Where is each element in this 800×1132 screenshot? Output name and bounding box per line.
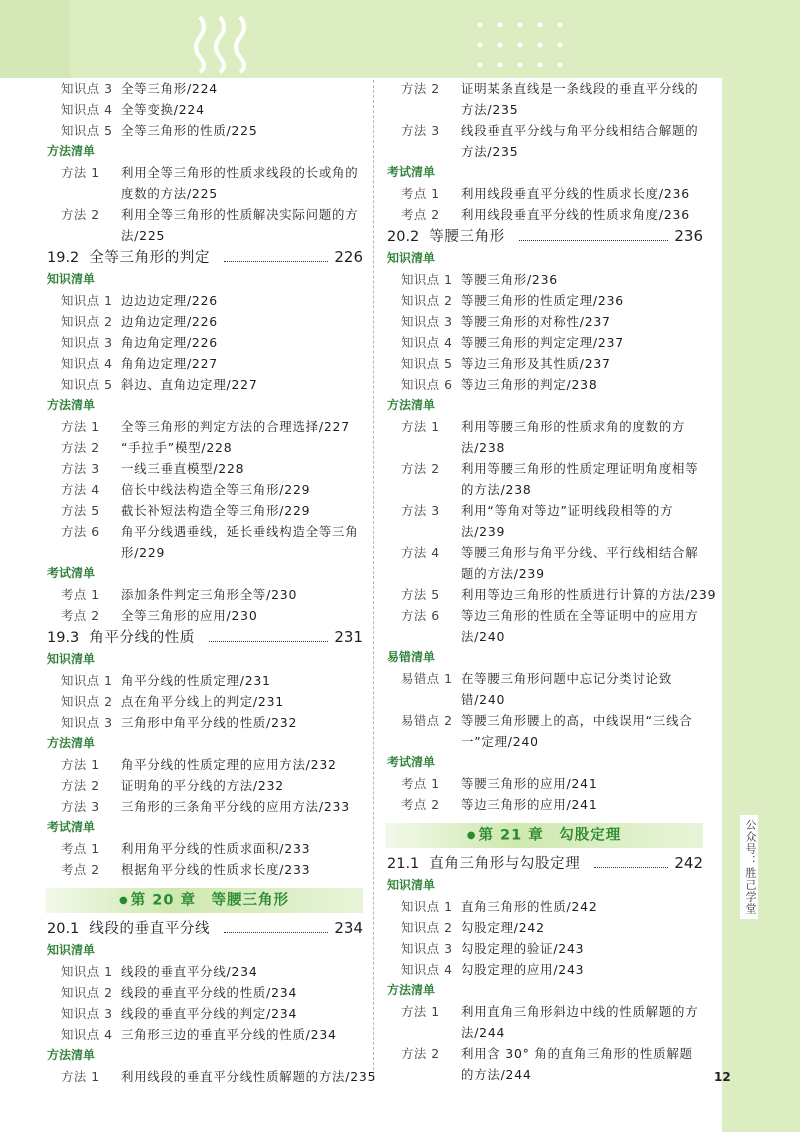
entry-label: 方法 4: [61, 482, 100, 497]
dot-leader: [594, 867, 668, 868]
entry-text: 线段垂直平分线与角平分线相结合解题的方法/235: [461, 123, 699, 159]
right-margin-band: [722, 78, 800, 1132]
entry-label: 考点 2: [401, 797, 440, 812]
toc-entry[interactable]: [385, 458, 703, 500]
toc-entry[interactable]: [45, 1066, 377, 1087]
entry-text: 倍长中线法构造全等三角形/229: [121, 482, 311, 497]
toc-entry[interactable]: [45, 78, 363, 99]
entry-label: 方法 3: [401, 123, 440, 138]
category-heading: 方法清单: [47, 736, 96, 750]
entry-label: 知识点 4: [61, 356, 113, 371]
entry-label: 考点 2: [61, 862, 100, 877]
entry-label: 方法 3: [401, 503, 440, 518]
category-heading: 知识清单: [47, 652, 96, 666]
section-title: 全等三角形的判定: [89, 250, 211, 266]
entry-text: 等边三角形的判定/238: [461, 377, 598, 392]
entry-label: 方法 2: [61, 778, 100, 793]
entry-label: 知识点 2: [61, 985, 113, 1000]
entry-text: 利用含 30° 角的直角三角形的性质解题的方法/244: [461, 1046, 693, 1082]
entry-text: 角角边定理/227: [121, 356, 218, 371]
entry-label: 方法 5: [401, 587, 440, 602]
entry-text: 斜边、直角边定理/227: [121, 377, 258, 392]
side-label: 公众号：胜己学堂: [740, 815, 758, 919]
entry-label: 方法 6: [401, 608, 440, 623]
toc-entry[interactable]: [385, 710, 703, 752]
dot-leader: [519, 240, 669, 241]
category-heading: 知识清单: [387, 878, 436, 892]
section-title: 线段的垂直平分线: [89, 921, 211, 937]
entry-text: 等腰三角形的判定定理/237: [461, 335, 624, 350]
section-title: 等腰三角形: [429, 229, 505, 245]
entry-label: 方法 5: [61, 503, 100, 518]
category-heading: 知识清单: [47, 943, 96, 957]
toc-entry[interactable]: [385, 290, 703, 311]
section-title: 角平分线的性质: [89, 630, 195, 646]
entry-text: 勾股定理的验证/243: [461, 941, 585, 956]
category-heading: 考试清单: [387, 755, 436, 769]
section-number: 20.2: [387, 229, 420, 245]
wave-decoration: [190, 12, 270, 74]
toc-left-column: [45, 78, 377, 1087]
entry-label: 方法 3: [61, 461, 100, 476]
toc-entry[interactable]: [45, 458, 363, 479]
bullet-icon: ●: [466, 830, 477, 841]
entry-text: 角平分线遇垂线，延长垂线构造全等三角形/229: [121, 524, 359, 560]
toc-entry[interactable]: [45, 1024, 363, 1045]
entry-text: 利用线段垂直平分线的性质求角度/236: [461, 207, 690, 222]
entry-text: 全等三角形/224: [121, 81, 218, 96]
entry-label: 方法 2: [401, 461, 440, 476]
section-heading[interactable]: [45, 626, 363, 649]
entry-label: 知识点 3: [61, 81, 113, 96]
header-decoration: [0, 0, 800, 78]
toc-entry[interactable]: [45, 500, 363, 521]
entry-label: 考点 2: [61, 608, 100, 623]
entry-text: 利用等腰三角形的性质定理证明角度相等的方法/238: [461, 461, 699, 497]
entry-text: 等腰三角形的性质定理/236: [461, 293, 624, 308]
toc-entry[interactable]: [385, 269, 703, 290]
toc-entry[interactable]: [385, 1043, 703, 1085]
dots-decoration: [475, 20, 585, 75]
entry-text: 证明角的平分线的方法/232: [121, 778, 284, 793]
entry-label: 方法 2: [61, 440, 100, 455]
entry-text: 利用全等三角形的性质解决实际问题的方法/225: [121, 207, 359, 243]
section-page: 236: [674, 227, 703, 245]
entry-label: 考点 1: [61, 587, 100, 602]
toc-entry[interactable]: [385, 773, 703, 794]
entry-label: 知识点 1: [401, 899, 453, 914]
bullet-icon: ●: [118, 895, 129, 906]
chapter-banner[interactable]: [385, 823, 703, 848]
toc-entry[interactable]: [385, 416, 703, 458]
entry-label: 方法 1: [401, 1004, 440, 1019]
entry-text: 等腰三角形的应用/241: [461, 776, 598, 791]
category-heading: 考试清单: [387, 165, 436, 179]
toc-entry[interactable]: [385, 204, 703, 225]
entry-label: 方法 1: [61, 757, 100, 772]
entry-label: 知识点 1: [401, 272, 453, 287]
toc-entry[interactable]: [45, 374, 363, 395]
entry-text: 角边角定理/226: [121, 335, 218, 350]
entry-label: 考点 1: [401, 776, 440, 791]
toc-entry[interactable]: [385, 120, 703, 162]
toc-entry[interactable]: [45, 290, 363, 311]
section-number: 20.1: [47, 921, 80, 937]
toc-entry[interactable]: [385, 959, 703, 980]
chapter-title: 第 20 章 等腰三角形: [130, 892, 289, 909]
toc-entry[interactable]: [45, 712, 363, 733]
entry-text: 等边三角形的性质在全等证明中的应用方法/240: [461, 608, 699, 644]
entry-text: “手拉手”模型/228: [121, 440, 233, 455]
corner-decoration: [0, 0, 70, 78]
entry-label: 知识点 1: [61, 673, 113, 688]
section-heading[interactable]: [45, 917, 363, 940]
toc-entry[interactable]: [385, 374, 703, 395]
entry-label: 考点 1: [401, 186, 440, 201]
entry-text: 全等三角形的判定方法的合理选择/227: [121, 419, 350, 434]
category-heading: 知识清单: [387, 251, 436, 265]
entry-label: 知识点 2: [61, 314, 113, 329]
entry-text: 角平分线的性质定理/231: [121, 673, 271, 688]
entry-text: 勾股定理/242: [461, 920, 545, 935]
entry-label: 方法 1: [61, 419, 100, 434]
entry-label: 知识点 1: [61, 964, 113, 979]
entry-text: 全等三角形的应用/230: [121, 608, 258, 623]
entry-text: 线段的垂直平分线的性质/234: [121, 985, 298, 1000]
entry-text: 等边三角形的应用/241: [461, 797, 598, 812]
entry-text: 等腰三角形/236: [461, 272, 558, 287]
section-title: 直角三角形与勾股定理: [429, 856, 581, 872]
entry-label: 知识点 4: [401, 962, 453, 977]
toc-entry[interactable]: [45, 162, 363, 204]
entry-text: 利用“等角对等边”证明线段相等的方法/239: [461, 503, 674, 539]
category-heading: 考试清单: [47, 566, 96, 580]
toc-entry[interactable]: [45, 99, 363, 120]
toc-entry[interactable]: [385, 353, 703, 374]
entry-text: 根据角平分线的性质求长度/233: [121, 862, 311, 877]
entry-label: 易错点 1: [401, 671, 453, 686]
toc-entry[interactable]: [45, 796, 363, 817]
section-page: 226: [334, 248, 363, 266]
entry-text: 等腰三角形的对称性/237: [461, 314, 611, 329]
entry-text: 在等腰三角形问题中忘记分类讨论致错/240: [461, 671, 673, 707]
entry-label: 方法 1: [61, 165, 100, 180]
entry-label: 知识点 2: [401, 920, 453, 935]
entry-text: 点在角平分线上的判定/231: [121, 694, 284, 709]
entry-label: 知识点 2: [61, 694, 113, 709]
entry-label: 方法 1: [401, 419, 440, 434]
entry-text: 全等变换/224: [121, 102, 205, 117]
entry-text: 线段的垂直平分线/234: [121, 964, 258, 979]
chapter-title: 第 21 章 勾股定理: [478, 827, 622, 844]
toc-entry[interactable]: [385, 78, 703, 120]
column-divider: [373, 80, 374, 1080]
entry-label: 方法 2: [401, 1046, 440, 1061]
category-heading: 易错清单: [387, 650, 436, 664]
toc-entry[interactable]: [385, 605, 703, 647]
entry-text: 三角形中角平分线的性质/232: [121, 715, 298, 730]
section-number: 19.3: [47, 630, 80, 646]
toc-entry[interactable]: [45, 859, 363, 880]
toc-entry[interactable]: [385, 938, 703, 959]
entry-text: 边边边定理/226: [121, 293, 218, 308]
entry-label: 知识点 3: [401, 941, 453, 956]
entry-label: 易错点 2: [401, 713, 453, 728]
entry-text: 利用全等三角形的性质求线段的长或角的度数的方法/225: [121, 165, 359, 201]
toc-entry[interactable]: [45, 437, 363, 458]
toc-entry[interactable]: [45, 670, 363, 691]
entry-text: 利用线段垂直平分线的性质求长度/236: [461, 186, 690, 201]
toc-right-column: [385, 78, 717, 1085]
toc-entry[interactable]: [385, 668, 703, 710]
toc-entry[interactable]: [385, 917, 703, 938]
toc-entry[interactable]: [45, 479, 363, 500]
entry-label: 知识点 5: [61, 123, 113, 138]
entry-text: 证明某条直线是一条线段的垂直平分线的方法/235: [461, 81, 699, 117]
entry-label: 方法 1: [61, 1069, 100, 1084]
toc-entry[interactable]: [45, 754, 363, 775]
toc-entry[interactable]: [45, 311, 363, 332]
section-page: 234: [334, 919, 363, 937]
entry-text: 三角形的三条角平分线的应用方法/233: [121, 799, 350, 814]
section-number: 19.2: [47, 250, 80, 266]
entry-text: 直角三角形的性质/242: [461, 899, 598, 914]
category-heading: 考试清单: [47, 820, 96, 834]
entry-text: 等腰三角形与角平分线、平行线相结合解题的方法/239: [461, 545, 699, 581]
entry-text: 全等三角形的性质/225: [121, 123, 258, 138]
toc-entry[interactable]: [45, 521, 363, 563]
entry-label: 知识点 3: [61, 335, 113, 350]
toc-entry[interactable]: [385, 183, 703, 204]
entry-text: 利用等腰三角形的性质求角的度数的方法/238: [461, 419, 686, 455]
entry-label: 知识点 1: [61, 293, 113, 308]
entry-label: 方法 3: [61, 799, 100, 814]
chapter-banner[interactable]: [45, 888, 363, 913]
entry-text: 一线三垂直模型/228: [121, 461, 245, 476]
entry-label: 知识点 3: [401, 314, 453, 329]
toc-entry[interactable]: [45, 353, 363, 374]
entry-label: 知识点 3: [61, 1006, 113, 1021]
toc-entry[interactable]: [45, 605, 363, 626]
entry-text: 截长补短法构造全等三角形/229: [121, 503, 311, 518]
dot-leader: [209, 641, 328, 642]
toc-entry[interactable]: [45, 584, 363, 605]
entry-label: 考点 1: [61, 841, 100, 856]
toc-entry[interactable]: [45, 691, 363, 712]
toc-entry[interactable]: [45, 775, 363, 796]
entry-text: 利用线段的垂直平分线性质解题的方法/235: [121, 1069, 377, 1084]
entry-text: 角平分线的性质定理的应用方法/232: [121, 757, 337, 772]
entry-label: 知识点 3: [61, 715, 113, 730]
entry-label: 方法 4: [401, 545, 440, 560]
toc-entry[interactable]: [385, 584, 717, 605]
category-heading: 方法清单: [47, 398, 96, 412]
page-number: 12: [714, 1070, 731, 1084]
entry-text: 边角边定理/226: [121, 314, 218, 329]
entry-text: 等腰三角形腰上的高，中线误用“三线合一”定理/240: [461, 713, 693, 749]
category-heading: 知识清单: [47, 272, 96, 286]
entry-text: 添加条件判定三角形全等/230: [121, 587, 298, 602]
section-heading[interactable]: [45, 246, 363, 269]
entry-label: 方法 6: [61, 524, 100, 539]
section-number: 21.1: [387, 856, 420, 872]
entry-label: 知识点 4: [61, 1027, 113, 1042]
category-heading: 方法清单: [47, 1048, 96, 1062]
toc-entry[interactable]: [385, 311, 703, 332]
dot-leader: [224, 932, 328, 933]
entry-label: 方法 2: [401, 81, 440, 96]
toc-entry[interactable]: [385, 332, 703, 353]
dot-leader: [224, 261, 328, 262]
entry-text: 三角形三边的垂直平分线的性质/234: [121, 1027, 337, 1042]
entry-text: 等边三角形及其性质/237: [461, 356, 611, 371]
category-heading: 方法清单: [47, 144, 96, 158]
toc-entry[interactable]: [45, 332, 363, 353]
entry-label: 知识点 6: [401, 377, 453, 392]
toc-entry[interactable]: [385, 794, 703, 815]
toc-entry[interactable]: [45, 204, 363, 246]
entry-label: 知识点 5: [61, 377, 113, 392]
category-heading: 方法清单: [387, 398, 436, 412]
toc-entry[interactable]: [45, 982, 363, 1003]
entry-label: 考点 2: [401, 207, 440, 222]
entry-text: 线段的垂直平分线的判定/234: [121, 1006, 298, 1021]
entry-text: 利用角平分线的性质求面积/233: [121, 841, 311, 856]
entry-text: 利用等边三角形的性质进行计算的方法/239: [461, 587, 717, 602]
toc-entry[interactable]: [45, 1003, 363, 1024]
entry-label: 知识点 4: [401, 335, 453, 350]
entry-text: 利用直角三角形斜边中线的性质解题的方法/244: [461, 1004, 699, 1040]
section-page: 231: [334, 628, 363, 646]
entry-label: 知识点 5: [401, 356, 453, 371]
toc-entry[interactable]: [45, 838, 363, 859]
entry-label: 知识点 2: [401, 293, 453, 308]
entry-label: 知识点 4: [61, 102, 113, 117]
section-page: 242: [674, 854, 703, 872]
toc-entry[interactable]: [45, 416, 363, 437]
section-heading[interactable]: [385, 852, 703, 875]
toc-entry[interactable]: [385, 896, 703, 917]
toc-entry[interactable]: [385, 542, 703, 584]
toc-entry[interactable]: [385, 500, 703, 542]
toc-entry[interactable]: [45, 120, 363, 141]
entry-text: 勾股定理的应用/243: [461, 962, 585, 977]
entry-label: 方法 2: [61, 207, 100, 222]
toc-entry[interactable]: [385, 1001, 703, 1043]
category-heading: 方法清单: [387, 983, 436, 997]
section-heading[interactable]: [385, 225, 703, 248]
toc-entry[interactable]: [45, 961, 363, 982]
